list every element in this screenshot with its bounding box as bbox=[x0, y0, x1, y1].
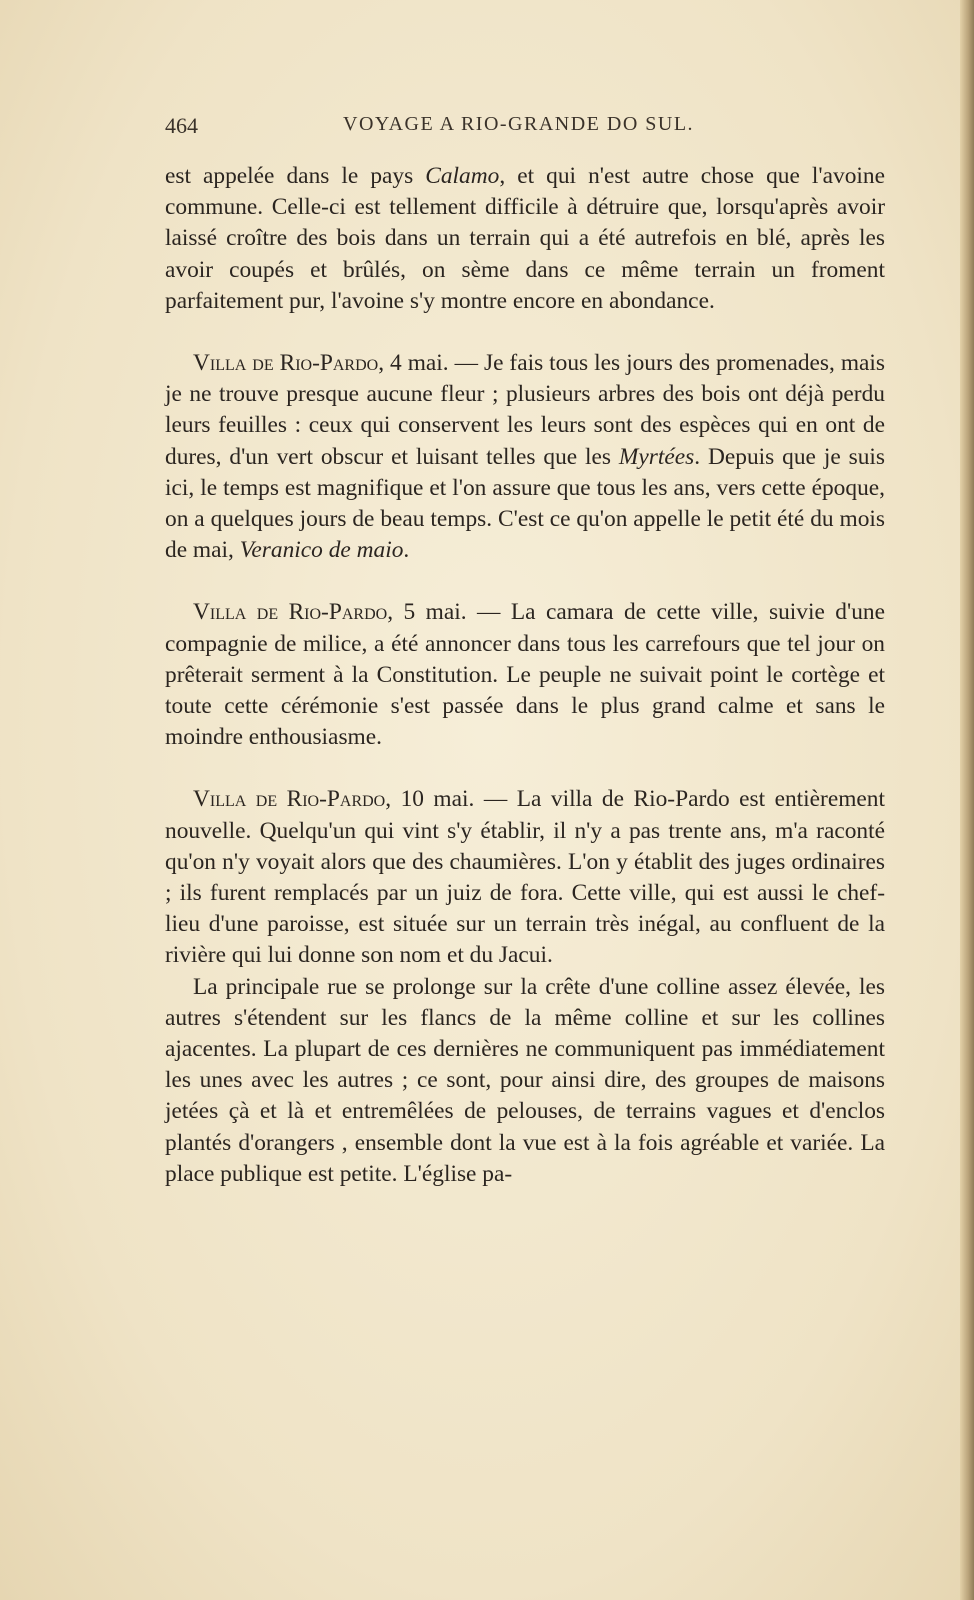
page-body bbox=[165, 161, 885, 1190]
page-header bbox=[165, 113, 885, 143]
running-title: VOYAGE A RIO-GRANDE DO SUL. bbox=[343, 113, 695, 135]
italic-term: Calamo bbox=[425, 163, 500, 189]
entry-4-mai bbox=[165, 348, 885, 566]
text-span: La camara de cette ville, suivie d'une compagnie de milice, a été annoncer dans tous les carrefours que tel jour on prêterait serment à la Constitution. Le peuple ne suivait point le cortège et toute cette cérémonie s'est passée dans le plus grand calme et sans le moindre enthousiasme. bbox=[165, 599, 885, 751]
text-span: est appelée dans le pays bbox=[165, 163, 426, 189]
paragraph-gap bbox=[165, 566, 885, 597]
entry-5-mai bbox=[165, 597, 885, 753]
entry-10-mai bbox=[165, 784, 885, 971]
text-span: La principale rue se prolonge sur la crête d'une colline assez élevée, les autres s'étendent sur les flancs de la même colline et sur les collines ajacentes. La plupart de ces dernières ne communiquent pas immédiatement les unes avec les autres ; ce sont, pour ainsi dire, des groupes de maisons jetées çà et là et entremêlées de pelouses, de terrains vagues et d'enclos plantés d'orangers , ensemble dont la vue est à la fois agréable et variée. La place publique est petite. L'église pa- bbox=[165, 973, 885, 1187]
entry-place: Villa de Rio-Pardo bbox=[193, 599, 388, 626]
paragraph-calamo bbox=[165, 161, 885, 317]
paragraph-gap bbox=[165, 317, 885, 348]
text-span: Je fais tous les jours des promenades, mais je ne trouve presque aucune fleur ; plusieurs arbres des bois ont déjà perdu leurs feuilles : ceux qui conservent les leurs sont des espèces qui en ont de dures, d'un vert obscur et luisant telles que les bbox=[165, 350, 886, 470]
italic-term: Veranico de maio bbox=[239, 537, 404, 564]
entry-place: Villa de Rio-Pardo bbox=[193, 786, 386, 813]
text-span: . Depuis que je suis ici, le temps est magnifique et l'on assure que tous les ans, vers cette époque, on a quelques jours de beau temps. C'est ce qu'on appelle le petit été du mois de mai, bbox=[165, 443, 885, 564]
entry-date: , 5 mai. — bbox=[387, 599, 511, 626]
italic-term: Myrtées bbox=[618, 443, 695, 470]
paragraph-principale-rue bbox=[165, 972, 885, 1190]
paragraph-gap bbox=[165, 753, 885, 784]
page-edge bbox=[960, 0, 974, 1600]
entry-place: Villa de Rio-Pardo bbox=[193, 350, 379, 377]
text-span: La villa de Rio-Pardo est entièrement nouvelle. Quelqu'un qui vint s'y établir, il n'y a pas trente ans, m'a raconté qu'on n'y voyait alors que des chaumières. L'on y établit des juges ordinaires ; ils furent remplacés par un juiz de fora. Cette ville, qui est aussi le chef-lieu d'une paroisse, est située sur un terrain très inégal, au confluent de la rivière qui lui donne son nom et du Jacui. bbox=[165, 786, 885, 969]
entry-date: , 10 mai. — bbox=[385, 786, 517, 813]
text-span: , et qui n'est autre chose que l'avoine commune. Celle-ci est tellement difficile à détruire que, lorsqu'après avoir laissé croître des bois dans un terrain qui a été autrefois en blé, après les avoir coupés et brûlés, on sème dans ce même terrain un froment parfaitement pur, l'avoine s'y montre encore en abondance. bbox=[165, 163, 885, 314]
text-span: . bbox=[403, 537, 410, 564]
entry-date: , 4 mai. — bbox=[378, 350, 484, 377]
page-number: 464 bbox=[165, 113, 198, 138]
